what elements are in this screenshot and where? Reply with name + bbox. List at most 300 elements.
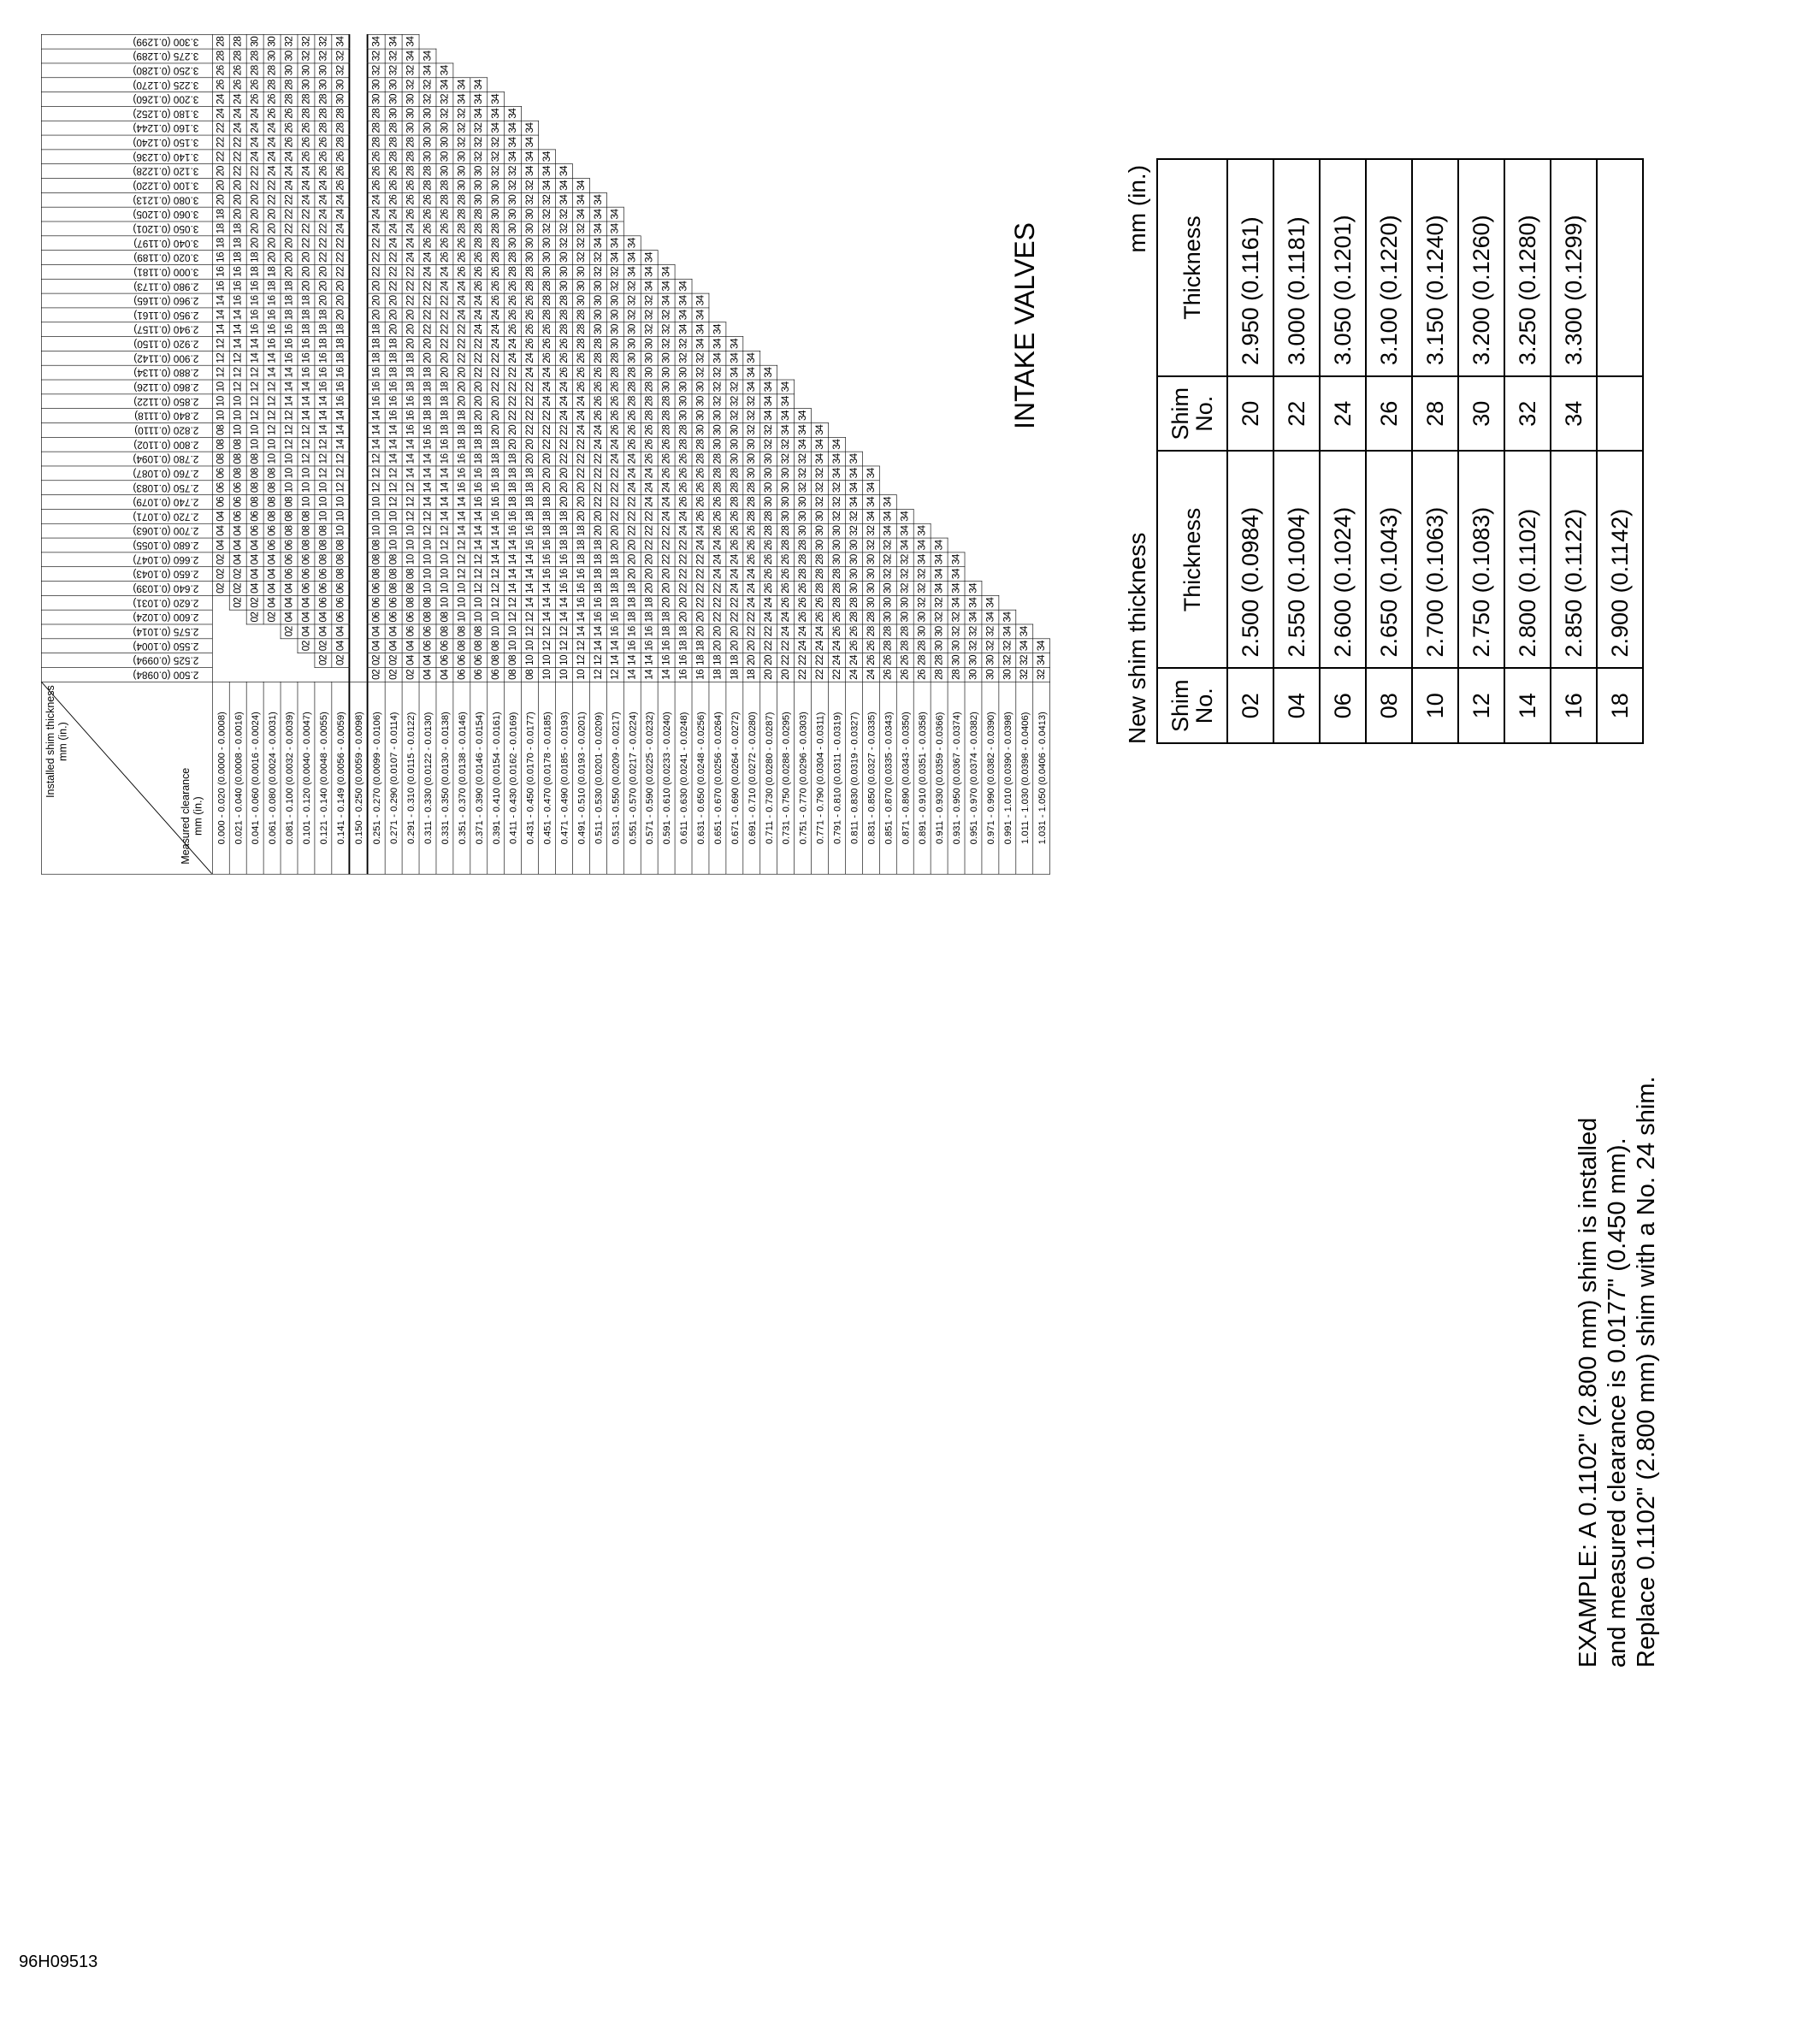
shim-number-cell: 20 bbox=[658, 582, 675, 596]
empty-cell bbox=[606, 135, 623, 150]
shim-number-cell: 16 bbox=[402, 394, 419, 409]
shim-number-cell: 28 bbox=[556, 322, 573, 337]
shim-number-cell: 22 bbox=[675, 567, 692, 582]
empty-cell bbox=[829, 92, 846, 107]
empty-cell bbox=[948, 337, 965, 351]
shim-number-cell: 10 bbox=[263, 452, 281, 466]
empty-cell bbox=[709, 293, 726, 308]
shim-number-cell: 02 bbox=[212, 582, 229, 596]
empty-cell bbox=[931, 394, 948, 409]
empty-cell bbox=[743, 121, 760, 135]
shim-number-cell: 22 bbox=[556, 452, 573, 466]
shim-number-cell: 18 bbox=[606, 582, 623, 596]
shim-number-cell: 26 bbox=[777, 567, 795, 582]
installed-thickness-header bbox=[41, 293, 212, 308]
empty-cell bbox=[812, 380, 829, 394]
empty-cell bbox=[522, 49, 539, 63]
shim-number-cell: 20 bbox=[623, 538, 641, 552]
shim-number-cell: 08 bbox=[281, 495, 298, 510]
shim-number-cell: 10 bbox=[572, 667, 589, 682]
empty-cell bbox=[795, 337, 812, 351]
empty-cell bbox=[658, 207, 675, 222]
shim-number-cell: 32 bbox=[641, 293, 658, 308]
empty-cell bbox=[726, 135, 743, 150]
shim-number-cell: 24 bbox=[743, 582, 760, 596]
shim-number-cell: 32 bbox=[999, 639, 1016, 653]
shim-number-cell: 28 bbox=[488, 236, 505, 251]
shim-number-cell: 16 bbox=[488, 481, 505, 495]
installed-thickness-header bbox=[41, 49, 212, 63]
shim-number-cell: 32 bbox=[879, 567, 896, 582]
empty-cell bbox=[641, 78, 658, 92]
empty-cell bbox=[982, 437, 999, 452]
shim-number-cell: 02 bbox=[246, 610, 263, 624]
shim-number-cell: 20 bbox=[539, 481, 556, 495]
empty-cell bbox=[760, 236, 777, 251]
shim-number-cell: 22 bbox=[436, 337, 453, 351]
empty-cell bbox=[675, 236, 692, 251]
shim-number-cell: 34 bbox=[862, 509, 879, 523]
shim-number-cell: 14 bbox=[572, 610, 589, 624]
shim-number-cell: 18 bbox=[436, 422, 453, 437]
shim-number-cell: 32 bbox=[999, 653, 1016, 668]
shim-number-cell: 10 bbox=[385, 523, 402, 538]
shim-number-cell: 20 bbox=[246, 236, 263, 251]
shim-number-cell: 08 bbox=[229, 437, 246, 452]
shim-number-cell: 20 bbox=[488, 394, 505, 409]
table-row bbox=[999, 34, 1016, 874]
empty-cell bbox=[879, 192, 896, 207]
shim-number-cell: 32 bbox=[743, 409, 760, 423]
shim-number-cell: 34 bbox=[658, 264, 675, 279]
empty-cell bbox=[1016, 509, 1033, 523]
shim-number-cell: 02 bbox=[385, 667, 402, 682]
empty-cell bbox=[246, 653, 263, 668]
empty-cell bbox=[982, 552, 999, 567]
shim-number-cell: 24 bbox=[606, 437, 623, 452]
shim-number-cell: 34 bbox=[760, 394, 777, 409]
empty-cell bbox=[879, 92, 896, 107]
shim-number-cell: 32 bbox=[606, 279, 623, 293]
empty-cell bbox=[845, 409, 862, 423]
shim-number-cell: 30 bbox=[419, 150, 436, 164]
shim-number-cell: 08 bbox=[212, 437, 229, 452]
table-row bbox=[453, 34, 470, 874]
empty-cell bbox=[1033, 452, 1050, 466]
shim-number-cell: 20 bbox=[436, 365, 453, 380]
empty-cell bbox=[692, 192, 709, 207]
empty-cell bbox=[829, 251, 846, 265]
shim-number-cell: 12 bbox=[332, 452, 350, 466]
empty-cell bbox=[777, 92, 795, 107]
shim-number-cell: 10 bbox=[556, 667, 573, 682]
empty-cell bbox=[349, 481, 367, 495]
shim-number-cell: 28 bbox=[589, 337, 606, 351]
shim-number-cell: 18 bbox=[623, 595, 641, 610]
shim-number-cell: 32 bbox=[658, 322, 675, 337]
shim-number-cell: 12 bbox=[281, 409, 298, 423]
shim-number-cell: 20 bbox=[572, 495, 589, 510]
new-shim-row bbox=[1504, 159, 1551, 743]
empty-cell bbox=[263, 667, 281, 682]
empty-cell bbox=[879, 49, 896, 63]
shim-number-cell: 30 bbox=[812, 509, 829, 523]
shim-number-cell: 28 bbox=[658, 422, 675, 437]
empty-cell bbox=[760, 207, 777, 222]
measured-clearance-label: 0.871 - 0.890 (0.0343 - 0.0350) bbox=[896, 682, 913, 874]
shim-number-cell: 10 bbox=[436, 552, 453, 567]
empty-cell bbox=[709, 78, 726, 92]
table-row bbox=[879, 34, 896, 874]
empty-cell bbox=[623, 63, 641, 78]
shim-number-cell: 32 bbox=[948, 624, 965, 639]
shim-number-cell: 12 bbox=[281, 422, 298, 437]
shim-number-cell: 22 bbox=[229, 164, 246, 179]
shim-number-cell: 20 bbox=[212, 164, 229, 179]
measured-clearance-label: 0.000 - 0.020 (0.0000 - 0.0008) bbox=[212, 682, 229, 874]
shim-number-cell: 28 bbox=[315, 92, 332, 107]
empty-cell bbox=[982, 365, 999, 380]
shim-number-cell: 22 bbox=[246, 179, 263, 193]
shim-no-cell: 06 bbox=[1320, 668, 1366, 743]
shim-number-cell: 18 bbox=[726, 667, 743, 682]
shim-number-cell: 24 bbox=[539, 380, 556, 394]
shim-number-cell: 08 bbox=[470, 639, 488, 653]
empty-cell bbox=[931, 207, 948, 222]
shim-number-cell: 26 bbox=[845, 639, 862, 653]
shim-number-cell: 22 bbox=[692, 595, 709, 610]
empty-cell bbox=[812, 92, 829, 107]
empty-cell bbox=[709, 92, 726, 107]
shim-number-cell: 20 bbox=[419, 337, 436, 351]
shim-number-cell: 30 bbox=[572, 293, 589, 308]
shim-number-cell: 12 bbox=[436, 523, 453, 538]
shim-number-cell: 34 bbox=[965, 582, 982, 596]
shim-number-cell: 18 bbox=[505, 452, 522, 466]
table-row bbox=[349, 34, 367, 874]
shim-number-cell: 32 bbox=[862, 523, 879, 538]
shim-number-cell: 18 bbox=[726, 653, 743, 668]
shim-number-cell: 22 bbox=[505, 394, 522, 409]
shim-number-cell: 02 bbox=[246, 595, 263, 610]
shim-number-cell: 32 bbox=[913, 567, 931, 582]
installed-thickness-label: 2.780 (0.1094) bbox=[133, 453, 199, 465]
empty-cell bbox=[795, 121, 812, 135]
empty-cell bbox=[1033, 437, 1050, 452]
shim-number-cell: 20 bbox=[402, 337, 419, 351]
shim-number-cell: 06 bbox=[332, 610, 350, 624]
shim-number-cell: 14 bbox=[539, 582, 556, 596]
shim-number-cell: 02 bbox=[332, 653, 350, 668]
empty-cell bbox=[675, 192, 692, 207]
empty-cell bbox=[931, 322, 948, 337]
shim-number-cell: 18 bbox=[709, 667, 726, 682]
empty-cell bbox=[726, 207, 743, 222]
shim-number-cell: 30 bbox=[845, 567, 862, 582]
shim-number-cell: 04 bbox=[229, 538, 246, 552]
shim-number-cell: 14 bbox=[522, 595, 539, 610]
shim-number-cell: 34 bbox=[556, 179, 573, 193]
shim-number-cell: 12 bbox=[229, 380, 246, 394]
shim-number-cell: 02 bbox=[212, 567, 229, 582]
shim-number-cell: 26 bbox=[488, 264, 505, 279]
empty-cell bbox=[349, 121, 367, 135]
shim-number-cell: 12 bbox=[419, 523, 436, 538]
shim-number-cell: 20 bbox=[332, 308, 350, 322]
shim-number-cell: 30 bbox=[879, 582, 896, 596]
empty-cell bbox=[812, 337, 829, 351]
empty-cell bbox=[743, 49, 760, 63]
shim-number-cell: 08 bbox=[263, 466, 281, 481]
empty-cell bbox=[812, 264, 829, 279]
shim-number-cell: 28 bbox=[675, 422, 692, 437]
empty-cell bbox=[965, 236, 982, 251]
shim-number-cell: 18 bbox=[419, 380, 436, 394]
empty-cell bbox=[212, 610, 229, 624]
shim-number-cell: 34 bbox=[658, 293, 675, 308]
empty-cell bbox=[1016, 481, 1033, 495]
table-row bbox=[470, 34, 488, 874]
shim-number-cell: 24 bbox=[419, 264, 436, 279]
installed-thickness-header bbox=[41, 394, 212, 409]
shim-number-cell: 34 bbox=[726, 337, 743, 351]
empty-cell bbox=[795, 78, 812, 92]
shim-number-cell: 18 bbox=[539, 509, 556, 523]
shim-number-cell: 24 bbox=[453, 279, 470, 293]
shim-number-cell: 34 bbox=[436, 78, 453, 92]
shim-number-cell: 26 bbox=[453, 251, 470, 265]
shim-number-cell: 32 bbox=[572, 236, 589, 251]
shim-number-cell: 30 bbox=[743, 466, 760, 481]
empty-cell bbox=[879, 308, 896, 322]
empty-cell bbox=[606, 92, 623, 107]
empty-cell bbox=[965, 179, 982, 193]
empty-cell bbox=[795, 164, 812, 179]
empty-cell bbox=[349, 106, 367, 121]
empty-cell bbox=[812, 63, 829, 78]
shim-number-cell: 26 bbox=[606, 380, 623, 394]
shim-number-cell: 08 bbox=[263, 495, 281, 510]
empty-cell bbox=[845, 251, 862, 265]
shim-number-cell: 34 bbox=[1033, 639, 1050, 653]
shim-number-cell: 12 bbox=[385, 481, 402, 495]
measured-clearance-label: 0.061 - 0.080 (0.0024 - 0.0031) bbox=[263, 682, 281, 874]
empty-cell bbox=[589, 121, 606, 135]
shim-number-cell: 28 bbox=[812, 567, 829, 582]
shim-number-cell: 14 bbox=[212, 293, 229, 308]
shim-number-cell: 22 bbox=[470, 365, 488, 380]
shim-number-cell: 34 bbox=[539, 179, 556, 193]
shim-number-cell: 30 bbox=[488, 179, 505, 193]
shim-number-cell: 20 bbox=[709, 624, 726, 639]
empty-cell bbox=[1016, 207, 1033, 222]
installed-thickness-label: 3.180 (0.1252) bbox=[133, 108, 199, 120]
empty-cell bbox=[795, 192, 812, 207]
shim-number-cell: 26 bbox=[229, 78, 246, 92]
shim-number-cell: 34 bbox=[505, 135, 522, 150]
installed-thickness-label: 2.840 (0.1118) bbox=[134, 410, 199, 422]
shim-number-cell: 32 bbox=[606, 264, 623, 279]
empty-cell bbox=[332, 667, 350, 682]
shim-number-cell: 26 bbox=[726, 509, 743, 523]
shim-number-cell: 18 bbox=[402, 380, 419, 394]
empty-cell bbox=[743, 222, 760, 236]
shim-number-cell: 30 bbox=[402, 106, 419, 121]
empty-cell bbox=[726, 106, 743, 121]
measured-clearance-label: 0.711 - 0.730 (0.0280 - 0.0287) bbox=[760, 682, 777, 874]
shim-number-cell: 34 bbox=[453, 92, 470, 107]
shim-number-cell: 20 bbox=[589, 509, 606, 523]
empty-cell bbox=[1033, 624, 1050, 639]
shim-number-cell: 12 bbox=[315, 437, 332, 452]
empty-cell bbox=[845, 264, 862, 279]
shim-number-cell: 24 bbox=[229, 106, 246, 121]
shim-number-cell: 14 bbox=[488, 538, 505, 552]
installed-thickness-label: 2.960 (0.1165) bbox=[133, 294, 199, 307]
shim-number-cell: 26 bbox=[419, 222, 436, 236]
shim-number-cell: 12 bbox=[368, 481, 386, 495]
empty-cell bbox=[862, 279, 879, 293]
installed-thickness-label: 2.650 (0.1043) bbox=[133, 568, 199, 580]
shim-number-cell: 20 bbox=[453, 365, 470, 380]
shim-number-cell: 26 bbox=[896, 653, 913, 668]
shim-number-cell: 12 bbox=[368, 452, 386, 466]
shim-number-cell: 32 bbox=[1033, 667, 1050, 682]
empty-cell bbox=[692, 164, 709, 179]
shim-number-cell: 22 bbox=[212, 135, 229, 150]
shim-number-cell: 32 bbox=[982, 639, 999, 653]
empty-cell bbox=[1016, 92, 1033, 107]
empty-cell bbox=[675, 222, 692, 236]
shim-no-cell: 10 bbox=[1412, 668, 1458, 743]
shim-number-cell: 34 bbox=[812, 437, 829, 452]
shim-number-cell: 30 bbox=[709, 409, 726, 423]
shim-number-cell: 22 bbox=[556, 422, 573, 437]
example-line: EXAMPLE: A 0.1102" (2.800 mm) shim is installed bbox=[1575, 1117, 1602, 1668]
shim-number-cell: 24 bbox=[212, 92, 229, 107]
empty-cell bbox=[812, 179, 829, 193]
shim-number-cell: 32 bbox=[931, 610, 948, 624]
empty-cell bbox=[999, 150, 1016, 164]
shim-number-cell: 32 bbox=[931, 595, 948, 610]
empty-cell bbox=[1033, 207, 1050, 222]
empty-cell bbox=[623, 135, 641, 150]
empty-cell bbox=[760, 222, 777, 236]
empty-cell bbox=[453, 49, 470, 63]
installed-thickness-header bbox=[41, 552, 212, 567]
installed-thickness-header bbox=[41, 308, 212, 322]
shim-number-cell: 28 bbox=[470, 236, 488, 251]
shim-number-cell: 24 bbox=[862, 667, 879, 682]
shim-number-cell: 28 bbox=[298, 106, 315, 121]
shim-number-cell: 08 bbox=[436, 610, 453, 624]
shim-number-cell: 18 bbox=[488, 437, 505, 452]
shim-number-cell: 34 bbox=[913, 552, 931, 567]
table-row bbox=[505, 34, 522, 874]
measured-clearance-label: 0.251 - 0.270 (0.0099 - 0.0106) bbox=[368, 682, 386, 874]
shim-no-cell: 14 bbox=[1504, 668, 1551, 743]
shim-number-cell: 34 bbox=[777, 380, 795, 394]
shim-number-cell: 06 bbox=[298, 567, 315, 582]
shim-number-cell: 20 bbox=[572, 481, 589, 495]
shim-number-cell: 26 bbox=[812, 610, 829, 624]
shim-number-cell: 26 bbox=[658, 452, 675, 466]
empty-cell bbox=[812, 236, 829, 251]
col-shim-no: Shim No. bbox=[1157, 376, 1227, 452]
empty-cell bbox=[829, 192, 846, 207]
shim-selection-table bbox=[41, 34, 1050, 875]
shim-number-cell: 06 bbox=[436, 639, 453, 653]
empty-cell bbox=[913, 179, 931, 193]
empty-cell bbox=[913, 34, 931, 49]
shim-number-cell: 20 bbox=[572, 509, 589, 523]
shim-number-cell: 32 bbox=[368, 63, 386, 78]
shim-number-cell: 26 bbox=[263, 106, 281, 121]
shim-number-cell: 34 bbox=[556, 164, 573, 179]
measured-clearance-label: 0.041 - 0.060 (0.0016 - 0.0024) bbox=[246, 682, 263, 874]
empty-cell bbox=[229, 624, 246, 639]
installed-thickness-label: 3.140 (0.1236) bbox=[133, 151, 199, 162]
installed-thickness-label: 3.000 (0.1181) bbox=[133, 266, 199, 278]
shim-number-cell: 14 bbox=[298, 394, 315, 409]
shim-number-cell: 12 bbox=[281, 437, 298, 452]
shim-number-cell: 34 bbox=[896, 538, 913, 552]
shim-number-cell: 02 bbox=[212, 552, 229, 567]
shim-number-cell: 10 bbox=[281, 466, 298, 481]
shim-number-cell: 26 bbox=[298, 135, 315, 150]
shim-number-cell: 16 bbox=[539, 552, 556, 567]
shim-number-cell: 30 bbox=[726, 422, 743, 437]
shim-number-cell: 18 bbox=[522, 509, 539, 523]
empty-cell bbox=[1033, 63, 1050, 78]
shim-number-cell: 16 bbox=[229, 264, 246, 279]
empty-cell bbox=[556, 78, 573, 92]
shim-number-cell: 18 bbox=[572, 538, 589, 552]
shim-number-cell: 28 bbox=[572, 337, 589, 351]
shim-number-cell: 34 bbox=[522, 135, 539, 150]
shim-number-cell: 08 bbox=[453, 639, 470, 653]
shim-number-cell: 34 bbox=[675, 308, 692, 322]
empty-cell bbox=[845, 121, 862, 135]
empty-cell bbox=[349, 582, 367, 596]
shim-number-cell: 26 bbox=[829, 624, 846, 639]
empty-cell bbox=[709, 150, 726, 164]
shim-number-cell: 28 bbox=[913, 653, 931, 668]
shim-number-cell: 28 bbox=[453, 207, 470, 222]
shim-number-cell: 30 bbox=[556, 251, 573, 265]
empty-cell bbox=[879, 481, 896, 495]
shim-number-cell: 22 bbox=[315, 222, 332, 236]
shim-number-cell: 16 bbox=[281, 351, 298, 365]
shim-number-cell: 14 bbox=[488, 552, 505, 567]
shim-number-cell: 14 bbox=[229, 308, 246, 322]
shim-number-cell: 32 bbox=[539, 207, 556, 222]
shim-number-cell: 26 bbox=[572, 351, 589, 365]
empty-cell bbox=[743, 192, 760, 207]
empty-cell bbox=[829, 264, 846, 279]
shim-number-cell: 24 bbox=[743, 595, 760, 610]
empty-cell bbox=[879, 179, 896, 193]
shim-number-cell: 26 bbox=[402, 207, 419, 222]
table-row bbox=[845, 34, 862, 874]
shim-number-cell: 22 bbox=[488, 365, 505, 380]
measured-clearance-label: 0.831 - 0.850 (0.0327 - 0.0335) bbox=[862, 682, 879, 874]
measured-clearance-label: 0.891 - 0.910 (0.0351 - 0.0358) bbox=[913, 682, 931, 874]
shim-number-cell: 12 bbox=[539, 624, 556, 639]
shim-number-cell: 32 bbox=[453, 135, 470, 150]
installed-thickness-header bbox=[41, 481, 212, 495]
shim-number-cell: 06 bbox=[229, 481, 246, 495]
